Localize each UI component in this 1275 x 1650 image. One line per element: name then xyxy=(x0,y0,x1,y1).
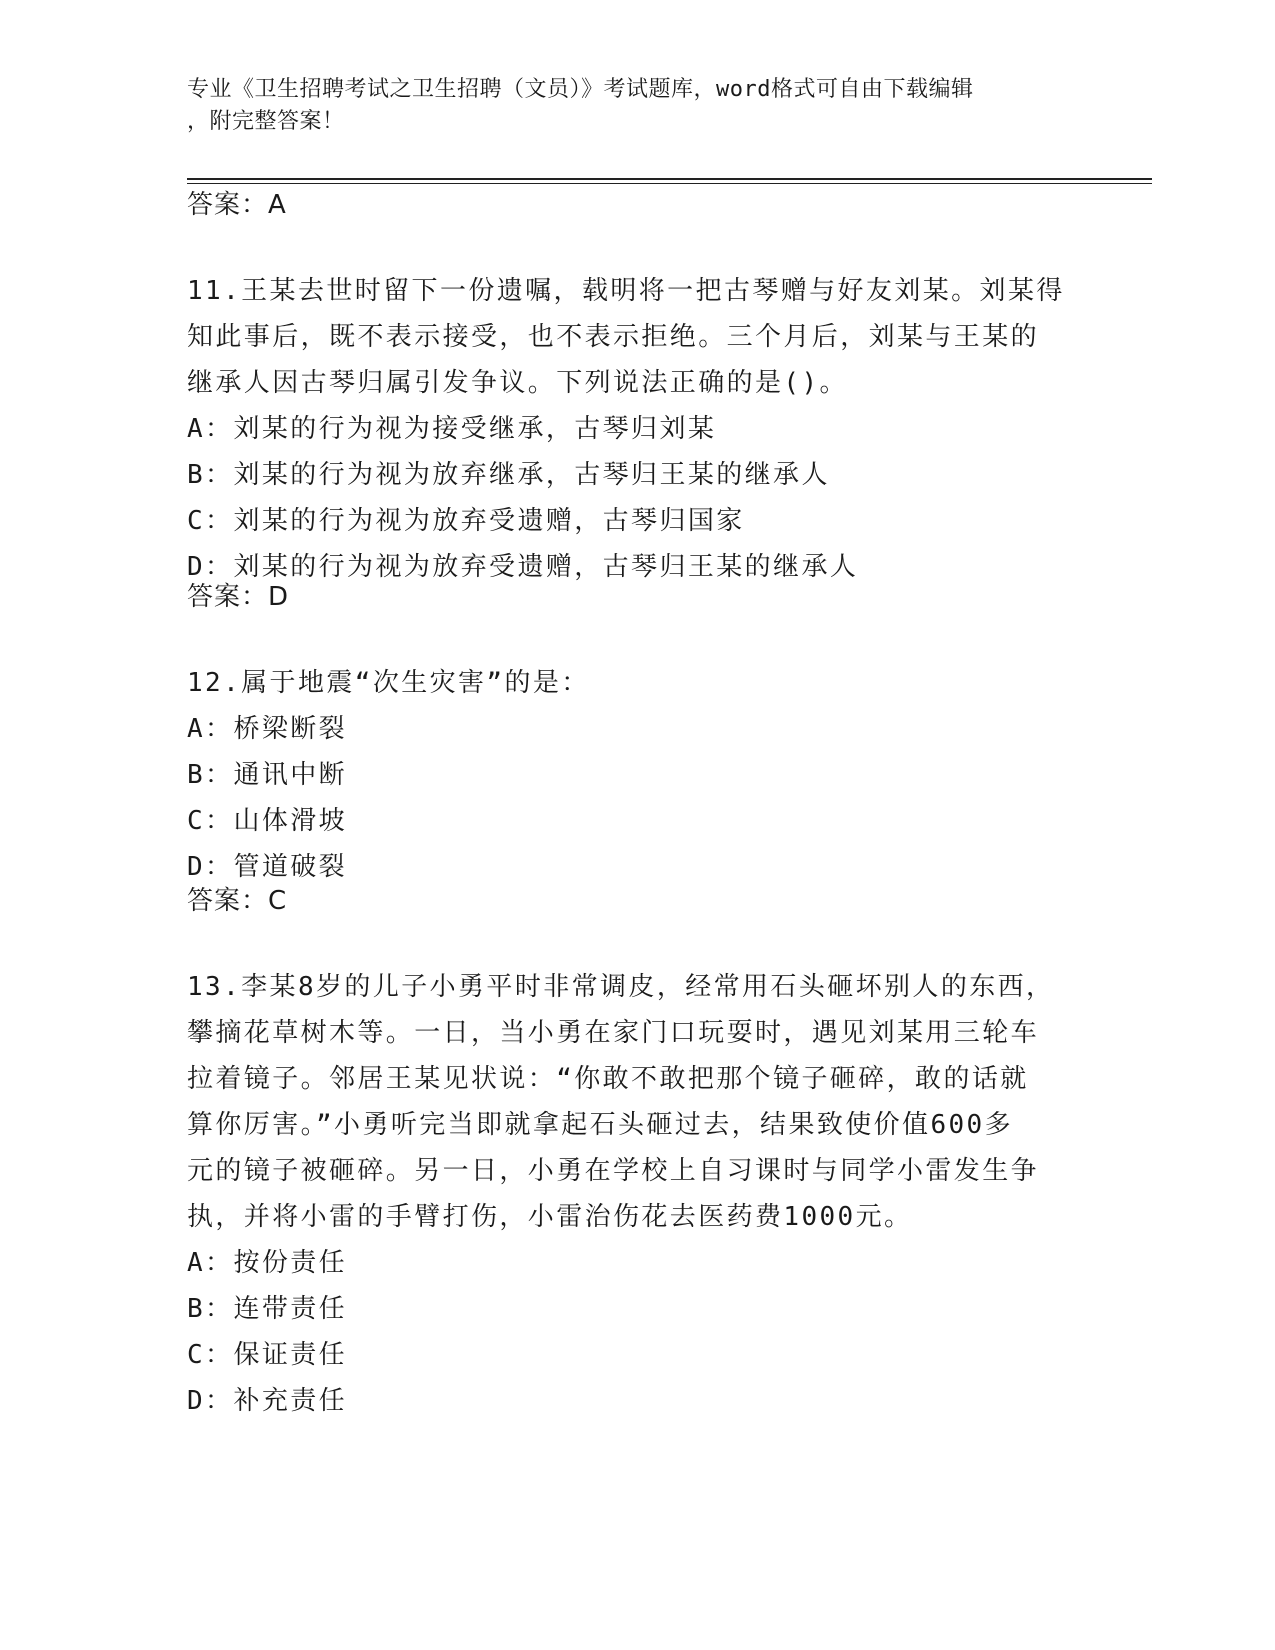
question-13-option-a: A：按份责任 xyxy=(187,1248,348,1278)
question-11-option-a: A：刘某的行为视为接受继承，古琴归刘某 xyxy=(187,414,717,444)
question-12-stem-line-1: 12.属于地震“次生灾害”的是： xyxy=(187,668,590,698)
header-line-2: ，附完整答案！ xyxy=(187,109,345,134)
question-11-stem-line-2: 知此事后，既不表示接受，也不表示拒绝。三个月后，刘某与王某的 xyxy=(187,322,1040,352)
question-13-stem-line-5: 元的镜子被砸碎。另一日，小勇在学校上自习课时与同学小雷发生争 xyxy=(187,1156,1040,1186)
question-12-answer: 答案：C xyxy=(187,886,288,916)
question-12-option-a: A：桥梁断裂 xyxy=(187,714,348,744)
question-11-stem-line-1: 11.王某去世时留下一份遗嘱，载明将一把古琴赠与好友刘某。刘某得 xyxy=(187,276,1065,306)
header-divider-thin xyxy=(187,183,1152,184)
question-11-option-b: B：刘某的行为视为放弃继承，古琴归王某的继承人 xyxy=(187,460,830,490)
question-11-answer: 答案：D xyxy=(187,582,290,612)
question-12-option-c: C：山体滑坡 xyxy=(187,806,348,836)
question-12-option-d: D：管道破裂 xyxy=(187,852,348,882)
header-divider xyxy=(187,178,1152,180)
header-line-1: 专业《卫生招聘考试之卫生招聘（文员）》考试题库，word格式可自由下载编辑 xyxy=(187,77,974,102)
question-11-option-d: D：刘某的行为视为放弃受遗赠，古琴归王某的继承人 xyxy=(187,552,859,582)
question-13-stem-line-4: 算你厉害。”小勇听完当即就拿起石头砸过去，结果致使价值600多 xyxy=(187,1110,1014,1140)
question-11-option-c: C：刘某的行为视为放弃受遗赠，古琴归国家 xyxy=(187,506,745,536)
question-13-option-d: D：补充责任 xyxy=(187,1386,348,1416)
question-12 xyxy=(187,660,1077,890)
question-13-stem-line-3: 拉着镜子。邻居王某见状说：“你敢不敢把那个镜子砸碎，敢的话就 xyxy=(187,1064,1029,1094)
question-11 xyxy=(187,268,1077,590)
question-13-stem-line-6: 执，并将小雷的手臂打伤，小雷治伤花去医药费1000元。 xyxy=(187,1202,913,1232)
question-13-option-b: B：连带责任 xyxy=(187,1294,348,1324)
question-12-option-b: B：通讯中断 xyxy=(187,760,348,790)
question-13-stem-line-1: 13.李某8岁的儿子小勇平时非常调皮，经常用石头砸坏别人的东西， xyxy=(187,972,1055,1002)
question-11-stem-line-3: 继承人因古琴归属引发争议。下列说法正确的是()。 xyxy=(187,368,848,398)
question-13-option-c: C：保证责任 xyxy=(187,1340,348,1370)
answer-prev: 答案：A xyxy=(187,190,287,220)
document-header xyxy=(187,74,1067,138)
question-13-stem-line-2: 攀摘花草树木等。一日，当小勇在家门口玩耍时，遇见刘某用三轮车 xyxy=(187,1018,1040,1048)
question-13 xyxy=(187,964,1077,1424)
